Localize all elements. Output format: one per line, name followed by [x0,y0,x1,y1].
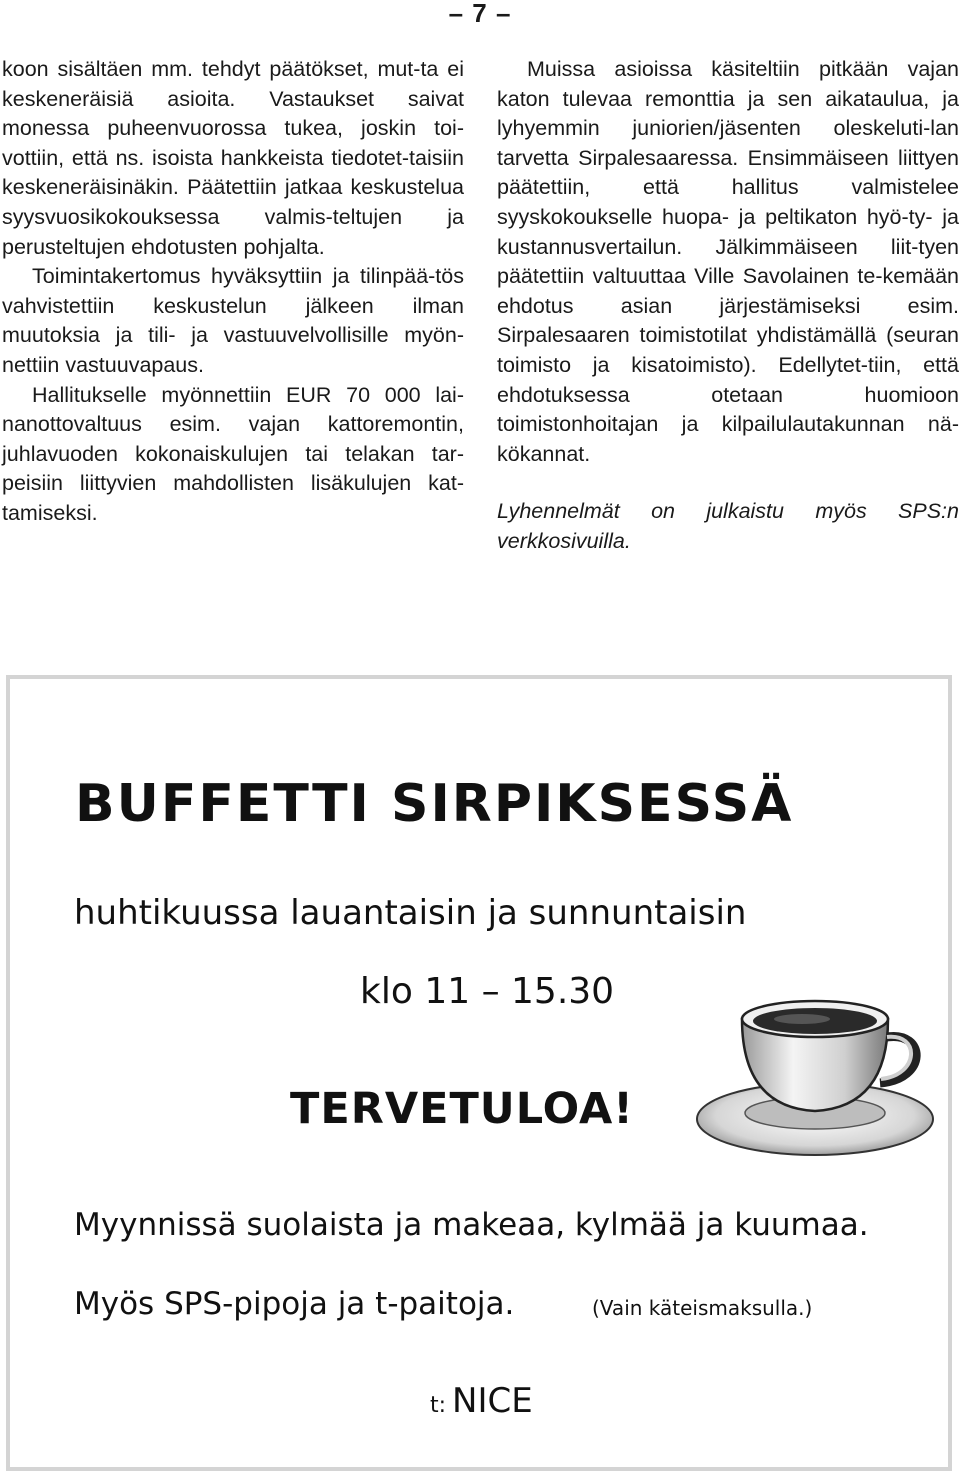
ad-signature [430,1381,533,1421]
abstract-note: Lyhennelmät on julkaistu myös SPS:n verkkosivuilla. [497,499,959,553]
right-paragraph-1: Muissa asioissa käsiteltiin pitkään vajan katon tulevaa remonttia ja sen aikataulua, ja lyhyemmin juniorien/jäsenten oleskeluti-lan tarvetta Sirpalesaaressa. Ensimmäiseen liittyen päätettiin, että hallitus valmistelee syyskokoukselle huopa- ja peltikaton hyö-ty- ja kustannusvertailun. Jälkimmäiseen liit-tyen päätettiin valtuuttaa Ville Savolainen te-kemään ehdotus asian järjestämiseksi esim. Sirpalesaaren toimistotilat yhdistämällä (seuran toimisto ja kisatoimisto). Edellytet-tiin, että ehdotuksessa otetaan huomioon toimistonhoitajan ja kilpailulautakunnan nä-kökannat. [497,57,959,466]
ad-signature-prefix: t: [430,1393,447,1418]
left-paragraph-2: Toimintakertomus hyväksyttiin ja tilinpää-tös vahvistettiin keskustelun jälkeen ilman muutoksia ja tili- ja vastuuvelvollisille myön-nettiin vastuuvapaus. [2,264,464,377]
coffee-cup-icon [690,979,940,1159]
left-text-column [2,55,464,529]
buffet-advertisement [6,675,952,1471]
page-number: – 7 – [448,0,512,28]
ad-days: huhtikuussa lauantaisin ja sunnuntaisin [74,893,747,933]
left-paragraph-1: koon sisältäen mm. tehdyt päätökset, mut-ta ei keskeneräisiä asioita. Vastaukset saivat monessa puheenvuorossa tukea, joskin toi-vottiin, että ns. isoista hankkeista tiedotet-taisiin keskeneräisinäkin. Päätettiin jatkaa keskustelua syysvuosikokouksessa valmis-teltujen ja perusteltujen ehdotusten pohjalta. [2,57,464,259]
right-text-column [497,55,959,557]
ad-selling-line: Myynnissä suolaista ja makeaa, kylmää ja kuumaa. [74,1207,869,1243]
ad-merch-line: Myös SPS-pipoja ja t-paitoja. [74,1286,515,1322]
ad-welcome: TERVETULOA! [290,1084,634,1134]
left-paragraph-3: Hallitukselle myönnettiin EUR 70 000 lai-nanottovaltuus esim. vajan kattoremontin, juhlavuoden kokonaiskulujen tai telakan tar-peisiin liittyvien mahdollisten lisäkulujen kat-tamiseksi. [2,382,464,525]
ad-signature-name: NICE [452,1381,533,1421]
ad-opening-hours: klo 11 – 15.30 [360,971,615,1012]
ad-title: BUFFETTI SIRPIKSESSÄ [75,774,794,834]
ad-cash-note: (Vain käteismaksulla.) [592,1296,813,1320]
